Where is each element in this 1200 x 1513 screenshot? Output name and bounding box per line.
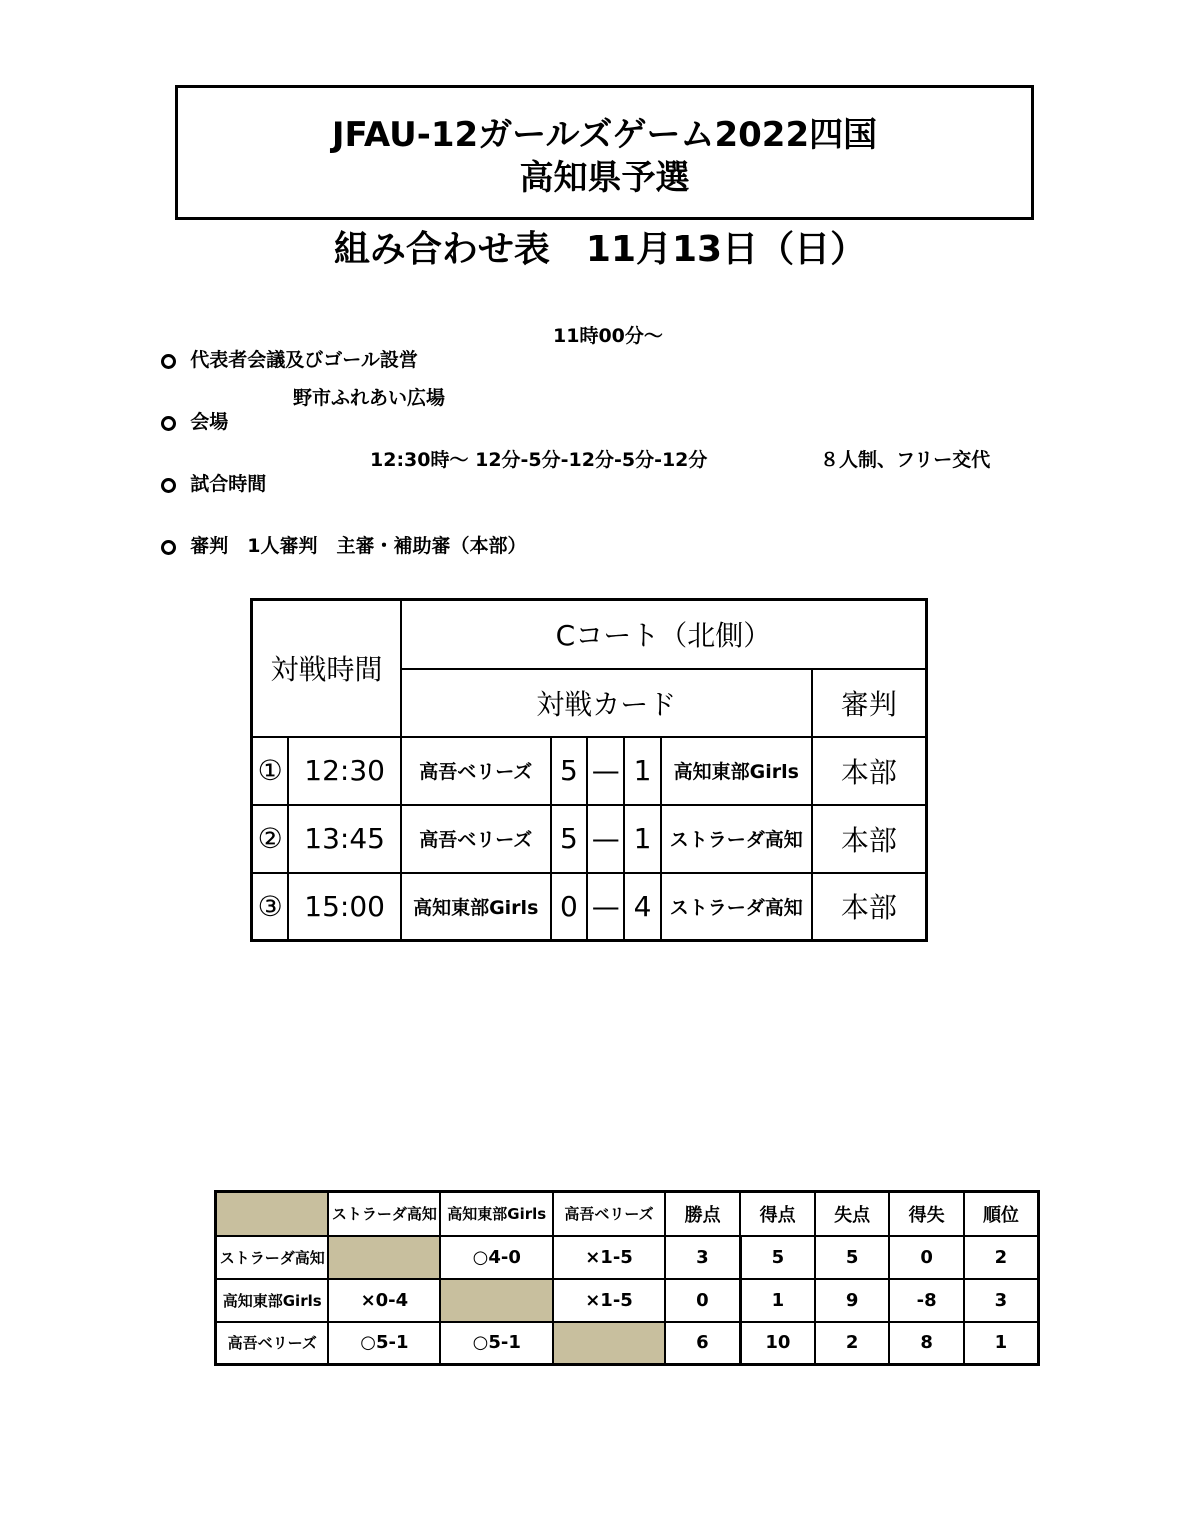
info-label: 代表者会議及びゴール設営 — [190, 349, 418, 371]
document-subtitle-region: 高知県予選 — [519, 158, 690, 198]
info-label: 審判 1人審判 主審・補助審（本部） — [190, 535, 527, 557]
court-header: Cコート（北側） — [401, 600, 927, 669]
goals-for: 5 — [740, 1236, 815, 1279]
row-team: 高吾ベリーズ — [216, 1322, 329, 1365]
table-row — [252, 737, 927, 805]
result-cell: ○5-1 — [440, 1322, 553, 1365]
goals-against: 2 — [815, 1322, 890, 1365]
away-team: ストラーダ高知 — [661, 805, 812, 873]
home-team: 高知東部Girls — [401, 873, 551, 941]
standings-table — [214, 1190, 1040, 1366]
result-cell: ×1-5 — [553, 1279, 665, 1322]
column-header: 高知東部Girls — [440, 1192, 553, 1236]
column-header: 高吾ベリーズ — [553, 1192, 665, 1236]
goals-for: 10 — [740, 1322, 815, 1365]
circle-bullet-icon — [161, 478, 176, 493]
match-header: 対戦カード — [401, 669, 812, 737]
away-score: 1 — [624, 805, 661, 873]
table-row — [216, 1322, 1039, 1365]
time-header: 対戦時間 — [252, 600, 401, 737]
row-team: 高知東部Girls — [216, 1279, 329, 1322]
goals-for: 1 — [740, 1279, 815, 1322]
home-score: 5 — [551, 737, 588, 805]
goal-diff: -8 — [889, 1279, 964, 1322]
column-header: 得失 — [889, 1192, 964, 1236]
match-time: 15:00 — [288, 873, 401, 941]
rank: 3 — [964, 1279, 1039, 1322]
column-header: 勝点 — [665, 1192, 741, 1236]
info-value: 11時00分～ — [553, 325, 663, 347]
column-header: ストラーダ高知 — [328, 1192, 440, 1236]
score-dash: — — [587, 737, 624, 805]
score-dash: — — [587, 805, 624, 873]
standings-header-row — [216, 1192, 1039, 1236]
title-box — [175, 85, 1034, 220]
referee: 本部 — [812, 737, 927, 805]
goal-diff: 0 — [889, 1236, 964, 1279]
rank: 1 — [964, 1322, 1039, 1365]
match-number: ① — [252, 737, 289, 805]
home-score: 0 — [551, 873, 588, 941]
standings-corner — [216, 1192, 329, 1236]
table-row — [216, 1236, 1039, 1279]
points: 0 — [665, 1279, 741, 1322]
score-dash: — — [587, 873, 624, 941]
info-extra: ８人制、フリー交代 — [820, 449, 991, 471]
schedule-date-heading: 組み合わせ表 11月13日（日） — [333, 229, 867, 270]
table-row — [252, 805, 927, 873]
away-score: 4 — [624, 873, 661, 941]
referee-header: 審判 — [812, 669, 927, 737]
match-time: 12:30 — [288, 737, 401, 805]
info-label: 試合時間 — [190, 473, 267, 495]
result-cell: ×0-4 — [328, 1279, 440, 1322]
document-title: JFAU-12ガールズゲーム2022四国 — [331, 115, 878, 155]
schedule-table — [250, 598, 928, 942]
away-team: 高知東部Girls — [661, 737, 812, 805]
home-team: 高吾ベリーズ — [401, 805, 551, 873]
home-score: 5 — [551, 805, 588, 873]
match-number: ② — [252, 805, 289, 873]
circle-bullet-icon — [161, 354, 176, 369]
column-header: 得点 — [740, 1192, 815, 1236]
table-row — [216, 1279, 1039, 1322]
result-cell: ×1-5 — [553, 1236, 665, 1279]
circle-bullet-icon — [161, 416, 176, 431]
result-cell: ○4-0 — [440, 1236, 553, 1279]
points: 6 — [665, 1322, 741, 1365]
table-row — [252, 873, 927, 941]
goal-diff: 8 — [889, 1322, 964, 1365]
home-team: 高吾ベリーズ — [401, 737, 551, 805]
info-value: 12:30時～ 12分-5分-12分-5分-12分 — [370, 449, 708, 471]
column-header: 順位 — [964, 1192, 1039, 1236]
goals-against: 9 — [815, 1279, 890, 1322]
result-cell: ○5-1 — [328, 1322, 440, 1365]
result-cell — [328, 1236, 440, 1279]
referee: 本部 — [812, 805, 927, 873]
result-cell — [553, 1322, 665, 1365]
referee: 本部 — [812, 873, 927, 941]
info-line-referee — [148, 510, 526, 558]
away-team: ストラーダ高知 — [661, 873, 812, 941]
circle-bullet-icon — [161, 540, 176, 555]
match-time: 13:45 — [288, 805, 401, 873]
away-score: 1 — [624, 737, 661, 805]
column-header: 失点 — [815, 1192, 890, 1236]
rank: 2 — [964, 1236, 1039, 1279]
goals-against: 5 — [815, 1236, 890, 1279]
result-cell — [440, 1279, 553, 1322]
points: 3 — [665, 1236, 741, 1279]
info-label: 会場 — [190, 411, 229, 433]
info-value: 野市ふれあい広場 — [293, 387, 446, 409]
match-number: ③ — [252, 873, 289, 941]
row-team: ストラーダ高知 — [216, 1236, 329, 1279]
